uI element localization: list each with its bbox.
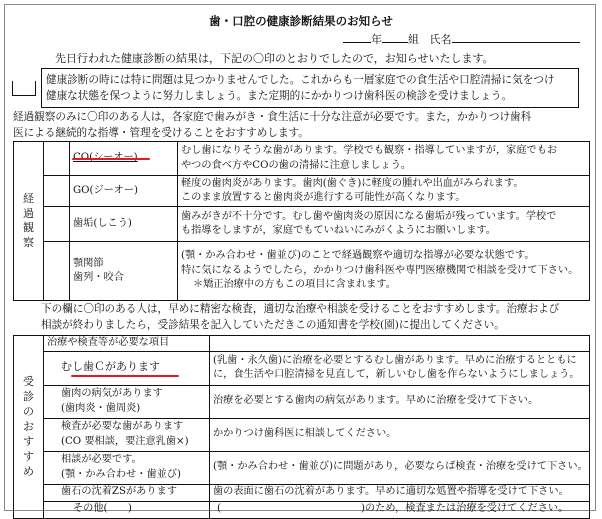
consult-item-caries: むし歯Ｃがあります <box>44 351 210 385</box>
no-problem-line-1: 健康診断の時には特に問題は見つかりませんでした。これからも一層家庭での食生活や口腔清掃に気をつけ <box>46 74 555 86</box>
observation-check-co[interactable] <box>44 142 70 176</box>
consult-desc-gum: 治療を必要とする歯肉の病気があります。早めに治療を受けて下さい。 <box>210 385 590 418</box>
observation-intro-line-2: 医による継続的な指導・管理を受けることをおすすめします。 <box>13 127 309 139</box>
grade-blank[interactable] <box>343 31 371 43</box>
consult-header-item: 治療や検査等が必要な項目 <box>44 336 210 352</box>
observation-item-plaque: 歯垢(しこう) <box>70 207 178 242</box>
no-problem-line-2: 健康な状態を保つように努力しましょう。また定期的にかかりつけ歯科医の検診を受けましょう。 <box>46 90 513 102</box>
consult-intro-line-1: 下の欄に〇印のある人は，早めに精密な検査，適切な治療や相談を受けることをおすすめします。治療および <box>41 303 560 315</box>
observation-item-jaw: 顎関節 歯列・咬合 <box>70 242 178 301</box>
consult-desc-tartar: 歯の表面に歯石の沈着があります。早めに適切な処置や指導を受けて下さい。 <box>210 484 590 501</box>
consult-item-gum: 歯肉の病気があります (歯肉炎・歯周炎) <box>44 385 210 418</box>
observation-check-jaw[interactable] <box>44 242 70 301</box>
consult-header-desc <box>210 336 590 352</box>
consult-desc-caries: (乳歯・永久歯)に治療を必要とするむし歯があります。早めに治療するとともに に，食生活や口腔清掃を見直して，新しいむし歯を作らないようにしましょう。 <box>210 351 590 385</box>
observation-check-plaque[interactable] <box>44 207 70 242</box>
grade-unit: 年 <box>371 33 382 46</box>
observation-desc-go: 軽度の歯肉炎があります。歯肉(歯ぐき)に軽度の腫れや出血がみられます。 このまま放置すると歯肉炎が進行する可能性が高くなります。 <box>178 176 590 207</box>
name-blank[interactable] <box>452 31 580 43</box>
student-info-row <box>343 31 580 47</box>
class-blank[interactable] <box>382 31 408 43</box>
name-label: 氏名 <box>429 33 452 46</box>
consult-intro <box>41 301 559 333</box>
observation-intro-line-1: 経過観察のみに〇印のある人は，各家庭で歯みがき・食生活に十分な注意が必要です。また，かかりつけ歯科 <box>13 111 532 123</box>
consult-table <box>13 335 590 519</box>
consult-item-tartar: 歯石の沈着ZSがあります <box>44 484 210 501</box>
consult-desc-other: ( )のため，検査または治療を受けてください。 <box>210 501 590 518</box>
consult-intro-line-2: 相談が終わりましたら，受診結果を記入していただきこの通知書を学校(園)に提出してください。 <box>41 319 505 331</box>
consult-label: 受診のおすすめ <box>14 336 44 519</box>
caries-red-underline <box>71 375 179 377</box>
observation-intro <box>13 109 531 141</box>
consult-desc-bite: (顎・かみ合わせ・歯並び)に問題があり，必要ならば検査・治療を受けて下さい。 <box>210 451 590 484</box>
consult-item-exam: 検査が必要な歯があります (CO 要相談，要注意乳歯×) <box>44 418 210 451</box>
intro-text: 先日行われた健康診断の結果は，下記の〇印のとおりでしたので，お知らせいたします。 <box>55 52 494 65</box>
notice-sheet <box>4 4 596 515</box>
consult-item-other: その他( ) <box>44 501 210 518</box>
consult-desc-exam: かかりつけ歯科医に相談してください。 <box>210 418 590 451</box>
class-unit: 組 <box>408 33 419 46</box>
consult-item-bite: 相談が必要です。 (顎・かみ合わせ・歯並び) <box>44 451 210 484</box>
observation-desc-co: むし歯になりそうな歯があります。学校でも観察・指導していますが，家庭でもお やつの食べ方やCOの歯の清掃に注意しましょう。 <box>178 142 590 176</box>
observation-table <box>13 141 590 301</box>
observation-label: 経過観察 <box>14 142 44 301</box>
observation-item-go: GO(ジーオー) <box>70 176 178 207</box>
page-title: 歯・口腔の健康診断結果のお知らせ <box>209 14 393 28</box>
co-red-underline <box>72 158 150 160</box>
observation-check-go[interactable] <box>44 176 70 207</box>
observation-desc-jaw: (顎・かみ合わせ・歯並び)のことで経過観察や適切な指導が必要な状態です。 特に気になるようでしたら，かかりつけ歯科医や専門医療機関で相談を受けて下さい。 ＊矯正治療中の方もこの項目に含まれます。 <box>178 242 590 301</box>
no-problem-box <box>41 68 579 108</box>
observation-desc-plaque: 歯みがきが不十分です。むし歯や歯肉炎の原因になる歯垢が残っています。学校で も指導をしますが，家庭でもていねいにみがくようにお願いします。 <box>178 207 590 242</box>
no-problem-checkbox[interactable] <box>12 81 36 96</box>
